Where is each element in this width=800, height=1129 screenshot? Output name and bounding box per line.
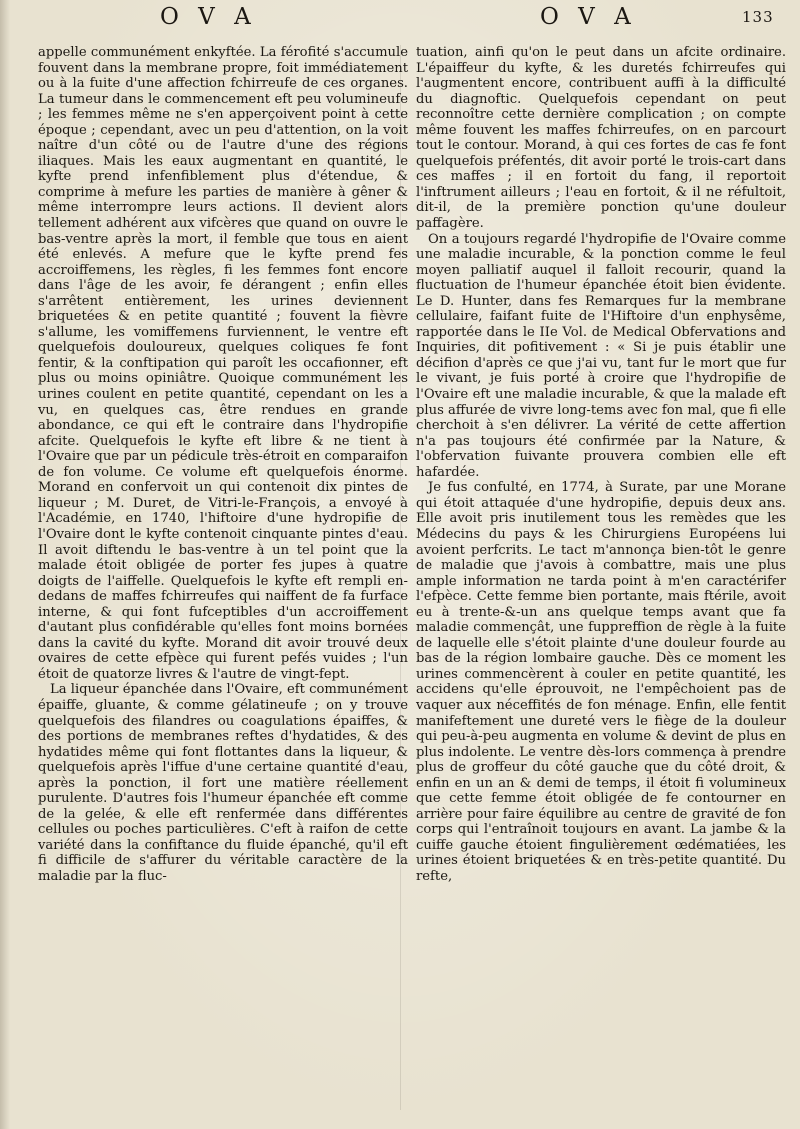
page-number: 133 [742, 8, 774, 26]
right-column [416, 45, 786, 885]
right-paragraph-3: Je fus confulté, en 1774, à Surate, par une Morane qui étoit attaquée d'une hydropifie, depuis deux ans. Elle avoit pris inutilement tous les remèdes que les Médecins du pays & les Chirurgiens Européens lui avoient perfcrits. Le tact m'annonça bien-tôt le genre de maladie que j'avois à combattre, mais une plus ample information ne tarda point à m'en caractérifer l'efpèce. Cette femme bien portante, mais ftérile, avoit eu à trente-&-un ans quelque temps avant que fa maladie commençât, une fuppreffion de règle à la fuite de laquelle elle s'étoit plainte d'une douleur fourde au bas de la région lombaire gauche. Dès ce moment les urines commencèrent à couler en petite quantité, les accidens qu'elle éprouvoit, ne l'empêchoient pas de vaquer aux néceffités de fon ménage. Enfin, elle fentit manifeftement une dureté vers le fiège de la douleur qui peu-à-peu augmenta en volume & devint de plus en plus indolente. Le ventre dès-lors commença à prendre plus de groffeur du côté gauche que du côté droit, & enfin en un an & demi de temps, il étoit fi volumineux que cette femme étoit obligée de fe contourner en arrière pour faire équilibre au centre de gravité de fon corps qui l'entraînoit toujours en avant. La jambe & la cuiffe gauche étoient fingulièrement œdématiées, les urines étoient briquetées & en très-petite quantité. Du refte, [416, 480, 786, 884]
running-head-left: O V A [160, 4, 257, 30]
running-head-right: O V A [540, 4, 637, 30]
left-paragraph-1: appelle communément enkyftée. La férofité s'accumule fouvent dans la membrane propre, foit immédiatement ou à la fuite d'une affection fchirreufe de ces organes. La tumeur dans le commencement eft peu volumineufe ; les femmes même ne s'en apperçoivent point à cette époque ; cependant, avec un peu d'attention, on la voit naître d'un côté ou de l'autre d'une des régions iliaques. Mais les eaux augmentant en quantité, le kyfte prend infenfiblement plus d'étendue, & comprime à mefure les parties de manière à gêner & même interrompre leurs actions. Il devient alors tellement adhérent aux vifcères que quand on ouvre le bas-ventre après la mort, il femble que tous en aient été enlevés. A mefure que le kyfte prend fes accroiffemens, les règles, fi les femmes font encore dans l'âge de les avoir, fe dérangent ; enfin elles s'arrêtent entièrement, les urines deviennent briquetées & en petite quantité ; fouvent la fièvre s'allume, les vomiffemens furviennent, le ventre eft quelquefois douloureux, quelques coliques fe font fentir, & la conftipation qui paroît les occafionner, eft plus ou moins opiniâtre. Quoique communément les urines coulent en petite quantité, cependant on les a vu, en quelques cas, être rendues en grande abondance, ce qui eft le contraire dans l'hydropifie afcite. Quelquefois le kyfte eft libre & ne tient à l'Ovaire que par un pédicule très-étroit en comparaifon de fon volume. Ce volume eft quelquefois énorme. Morand en confervoit un qui contenoit dix pintes de liqueur ; M. Duret, de Vitri-le-François, a envoyé à l'Académie, en 1740, l'hiftoire d'une hydropifie de l'Ovaire dont le kyfte contenoit cinquante pintes d'eau. Il avoit diftendu le bas-ventre à un tel point que la malade étoit obligée de porter fes jupes à quatre doigts de l'aiffelle. Quelquefois le kyfte eft rempli en-dedans de maffes fchirreufes qui naiffent de fa furface interne, & qui font fufceptibles d'un accroiffement d'autant plus confidérable qu'elles font moins bornées dans la cavité du kyfte. Morand dit avoir trouvé deux ovaires de cette efpèce qui furent pefés vuides ; l'un étoit de quatorze livres & l'autre de vingt-fept. [38, 45, 408, 682]
left-column [38, 45, 408, 885]
right-paragraph-2: On a toujours regardé l'hydropifie de l'Ovaire comme une maladie incurable, & la ponction comme le feul moyen palliatif auquel il falloit recourir, quand la fluctuation de l'humeur épanchée étoit bien évidente. Le D. Hunter, dans fes Remarques fur la membrane cellulaire, faifant fuite de l'Hiftoire d'un enphysême, rapportée dans le IIe Vol. de Medical Obfervations and Inquiries, dit pofitivement : « Si je puis établir une décifion d'après ce que j'ai vu, tant fur le mort que fur le vivant, je fuis porté à croire que l'hydropifie de l'Ovaire eft une maladie incurable, & que la malade eft plus affurée de vivre long-tems avec fon mal, que fi elle cherchoit à s'en délivrer. La vérité de cette affertion n'a pas toujours été confirmée par la Nature, & l'obfervation fuivante prouvera combien elle eft hafardée. [416, 231, 786, 480]
left-paragraph-2: La liqueur épanchée dans l'Ovaire, eft communément épaiffe, gluante, & comme gélatineufe ; on y trouve quelquefois des filandres ou coagulations épaiffes, & des portions de membranes reftes d'hydatides, & des hydatides même qui font flottantes dans la liqueur, & quelquefois après l'iffue d'une certaine quantité d'eau, après la ponction, il fort une matière réellement purulente. D'autres fois l'humeur épanchée eft comme de la gelée, & elle eft renfermée dans différentes cellules ou poches particulières. C'eft à raifon de cette variété dans la confiftance du fluide épanché, qu'il eft fi difficile de s'affurer du véritable caractère de la maladie par la fluc- [38, 682, 408, 884]
right-paragraph-1: tuation, ainfi qu'on le peut dans un afcite ordinaire. L'épaiffeur du kyfte, & les duretés fchirreufes qui l'augmentent encore, contribuent auffi à la difficulté du diagnoftic. Quelquefois cependant on peut reconnoître cette dernière complication ; on compte même fouvent les maffes fchirreufes, on en parcourt tout le contour. Morand, à qui ces fortes de cas fe font quelquefois préfentés, dit avoir porté le trois-cart dans ces maffes ; il en fortoit du fang, il reportoit l'inftrument ailleurs ; l'eau en fortoit, & il ne réfultoit, dit-il, de la première ponction qu'une douleur paffagère. [416, 45, 786, 232]
